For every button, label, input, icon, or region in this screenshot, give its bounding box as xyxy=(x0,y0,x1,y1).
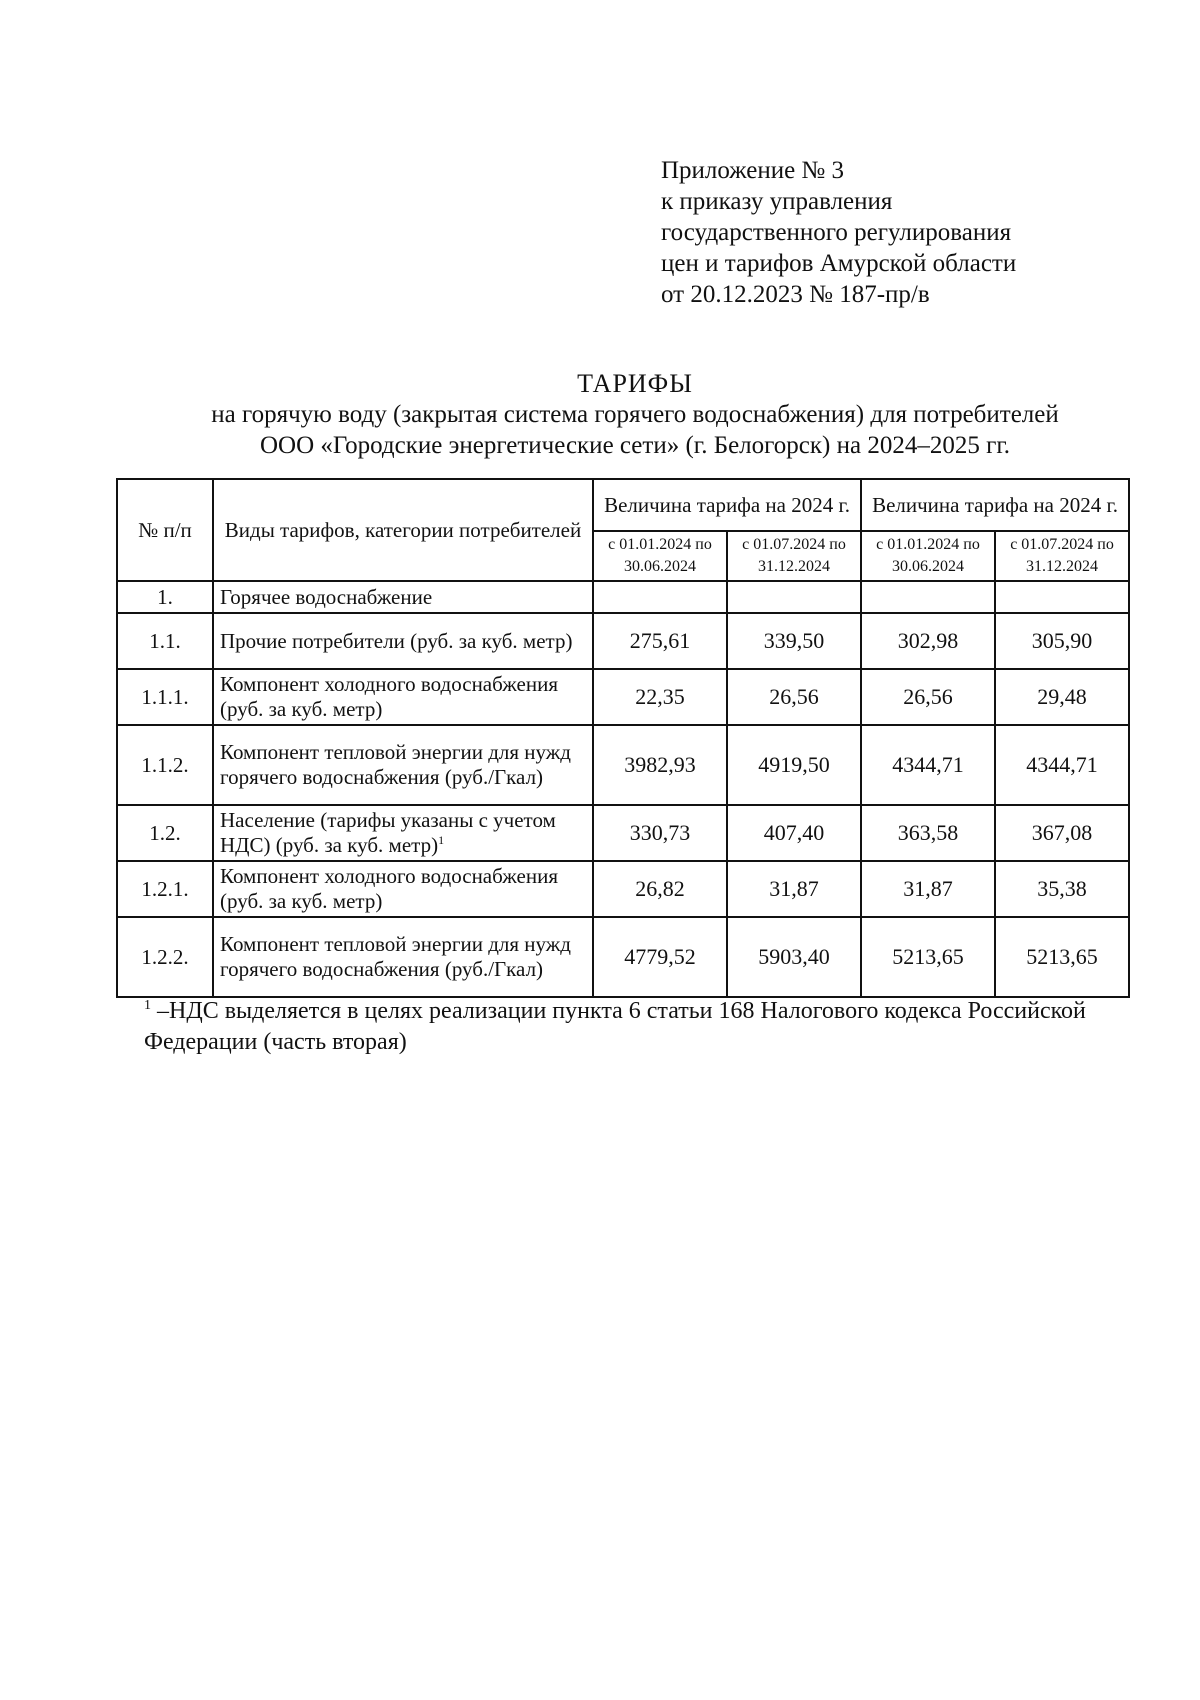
row-number: 1. xyxy=(117,581,213,613)
row-number: 1.2.1. xyxy=(117,861,213,917)
row-number: 1.1.2. xyxy=(117,725,213,805)
row-value: 4344,71 xyxy=(861,725,995,805)
header-kind: Виды тарифов, категории потребителей xyxy=(213,479,593,581)
footnote-mark: 1 xyxy=(438,833,445,847)
row-kind xyxy=(213,613,593,669)
appendix-line: цен и тарифов Амурской области xyxy=(661,250,1017,277)
row-value: 339,50 xyxy=(727,613,861,669)
row-kind xyxy=(213,581,593,613)
row-value: 367,08 xyxy=(995,805,1129,861)
header-num: № п/п xyxy=(117,479,213,581)
row-kind xyxy=(213,725,593,805)
row-value xyxy=(727,581,861,613)
tariff-table xyxy=(116,478,1130,998)
row-value: 29,48 xyxy=(995,669,1129,725)
header-period: с 01.07.2024 по 31.12.2024 xyxy=(995,531,1129,581)
header-group-1: Величина тарифа на 2024 г. xyxy=(593,479,861,531)
row-value: 31,87 xyxy=(727,861,861,917)
row-value: 35,38 xyxy=(995,861,1129,917)
row-value: 275,61 xyxy=(593,613,727,669)
row-number: 1.1.1. xyxy=(117,669,213,725)
row-kind-text: Население (тарифы указаны с учетом НДС) (руб. за куб. метр) xyxy=(220,808,556,857)
row-value: 302,98 xyxy=(861,613,995,669)
row-value: 5213,65 xyxy=(995,917,1129,997)
row-kind-text: Горячее водоснабжение xyxy=(220,584,433,609)
row-value: 407,40 xyxy=(727,805,861,861)
row-value: 5903,40 xyxy=(727,917,861,997)
appendix-line: к приказу управления xyxy=(661,188,893,215)
row-value xyxy=(995,581,1129,613)
row-number: 1.2. xyxy=(117,805,213,861)
row-value: 363,58 xyxy=(861,805,995,861)
header-period: с 01.01.2024 по 30.06.2024 xyxy=(593,531,727,581)
footnote-text: –НДС выделяется в целях реализации пункта 6 статьи 168 Налогового кодекса Российской Федерации (часть вторая) xyxy=(144,998,1086,1055)
row-value: 4919,50 xyxy=(727,725,861,805)
row-value: 31,87 xyxy=(861,861,995,917)
table-row xyxy=(117,917,1129,997)
title-line: на горячую воду (закрытая система горячего водоснабжения) для потребителей xyxy=(211,401,1059,428)
row-kind-text: Компонент тепловой энергии для нужд горячего водоснабжения (руб./Гкал) xyxy=(220,932,571,981)
appendix-line: государственного регулирования xyxy=(661,219,1012,246)
row-value: 5213,65 xyxy=(861,917,995,997)
appendix-line: от 20.12.2023 № 187-пр/в xyxy=(661,281,930,308)
header-period: с 01.01.2024 по 30.06.2024 xyxy=(861,531,995,581)
row-value: 26,82 xyxy=(593,861,727,917)
row-kind-text: Компонент холодного водоснабжения (руб. за куб. метр) xyxy=(220,864,558,913)
row-value xyxy=(861,581,995,613)
row-value: 3982,93 xyxy=(593,725,727,805)
row-number: 1.2.2. xyxy=(117,917,213,997)
row-kind-text: Компонент холодного водоснабжения (руб. за куб. метр) xyxy=(220,672,558,721)
table-row xyxy=(117,805,1129,861)
row-value: 305,90 xyxy=(995,613,1129,669)
footnote xyxy=(144,996,1124,1058)
row-value: 22,35 xyxy=(593,669,727,725)
table-row xyxy=(117,861,1129,917)
document-title xyxy=(110,368,1160,461)
row-kind xyxy=(213,669,593,725)
row-kind-text: Прочие потребители (руб. за куб. метр) xyxy=(220,628,573,653)
title-line: ООО «Городские энергетические сети» (г. Белогорск) на 2024–2025 гг. xyxy=(259,432,1011,459)
appendix-reference xyxy=(661,155,1016,310)
row-value: 26,56 xyxy=(727,669,861,725)
row-kind xyxy=(213,805,593,861)
table-row xyxy=(117,669,1129,725)
row-value: 4344,71 xyxy=(995,725,1129,805)
row-value: 330,73 xyxy=(593,805,727,861)
footnote-number: 1 xyxy=(144,998,151,1013)
table-row xyxy=(117,725,1129,805)
row-value: 26,56 xyxy=(861,669,995,725)
header-group-2: Величина тарифа на 2024 г. xyxy=(861,479,1129,531)
row-kind xyxy=(213,861,593,917)
row-kind xyxy=(213,917,593,997)
header-period: с 01.07.2024 по 31.12.2024 xyxy=(727,531,861,581)
row-number: 1.1. xyxy=(117,613,213,669)
row-kind-text: Компонент тепловой энергии для нужд горячего водоснабжения (руб./Гкал) xyxy=(220,740,571,789)
table-row xyxy=(117,581,1129,613)
appendix-line: Приложение № 3 xyxy=(661,157,845,184)
row-value: 4779,52 xyxy=(593,917,727,997)
row-value xyxy=(593,581,727,613)
table-row xyxy=(117,613,1129,669)
title-main: ТАРИФЫ xyxy=(577,369,693,398)
